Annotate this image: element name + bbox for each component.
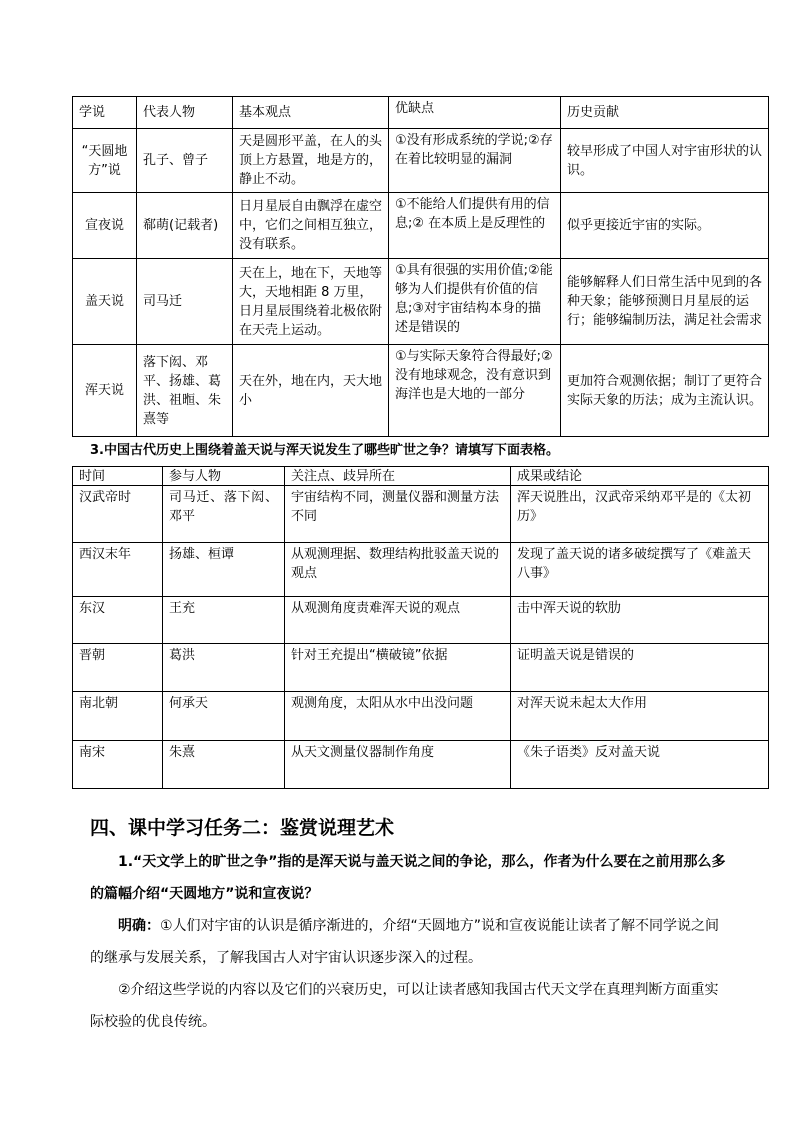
table-cell: 击中浑天说的软肋 bbox=[511, 597, 769, 644]
table-cell: 扬雄、桓谭 bbox=[163, 543, 285, 597]
table-cell: 能够解释人们日常生活中见到的各种天象；能够预测日月星辰的运行；能够编制历法，满足社会需求 bbox=[561, 259, 769, 345]
table-cell: 浑天说 bbox=[73, 345, 137, 437]
table-cell: 对浑天说未起太大作用 bbox=[511, 692, 769, 741]
table-cell: 司马迁 bbox=[137, 259, 233, 345]
table-cell: 天是圆形平盖，在人的头顶上方悬置，地是方的，静止不动。 bbox=[233, 129, 389, 193]
table-row bbox=[73, 129, 769, 193]
table-cell: 葛洪 bbox=[163, 644, 285, 692]
table-cell: 盖天说 bbox=[73, 259, 137, 345]
table-cell: 王充 bbox=[163, 597, 285, 644]
header-cell: 关注点、歧异所在 bbox=[285, 467, 511, 486]
debates-table bbox=[72, 466, 769, 789]
header-cell: 学说 bbox=[73, 97, 137, 129]
table-cell: 西汉末年 bbox=[73, 543, 163, 597]
table-cell: 《朱子语类》反对盖天说 bbox=[511, 741, 769, 789]
header-cell: 优缺点 bbox=[389, 97, 561, 129]
table-row bbox=[73, 486, 769, 543]
table-cell: 发现了盖天说的诸多破绽撰写了《难盖天八事》 bbox=[511, 543, 769, 597]
table-row bbox=[73, 741, 769, 789]
table-cell: 南宋 bbox=[73, 741, 163, 789]
table-row bbox=[73, 597, 769, 644]
table-cell: 证明盖天说是错误的 bbox=[511, 644, 769, 692]
table-row bbox=[73, 644, 769, 692]
table-cell: 孔子、曾子 bbox=[137, 129, 233, 193]
table-row bbox=[73, 259, 769, 345]
answer-paragraph-2: ②介绍这些学说的内容以及它们的兴衰历史，可以让读者感知我国古代天文学在真理判断方面重实际校验的优良传统。 bbox=[90, 982, 719, 1030]
table-cell: 司马迁、落下闳、邓平 bbox=[163, 486, 285, 543]
answer-text-1: ①人们对宇宙的认识是循序渐进的，介绍“天圆地方”说和宣夜说能让读者了解不同学说之间的继承与发展关系，了解我国古人对宇宙认识逐步深入的过程。 bbox=[90, 918, 720, 966]
table-cell: “天圆地方”说 bbox=[73, 129, 137, 193]
answer-paragraph-1 bbox=[90, 910, 730, 974]
theories-header-row bbox=[73, 97, 769, 129]
table-cell: ①与实际天象符合得最好;② 没有地球观念，没有意识到海洋也是大地的一部分 bbox=[389, 345, 561, 437]
table-cell: 宣夜说 bbox=[73, 193, 137, 259]
table-cell: 较早形成了中国人对宇宙形状的认识。 bbox=[561, 129, 769, 193]
table-cell: 东汉 bbox=[73, 597, 163, 644]
table-cell: 从观测理据、数理结构批驳盖天说的观点 bbox=[285, 543, 511, 597]
table-cell: ①不能给人们提供有用的信息;② 在本质上是反理性的 bbox=[389, 193, 561, 259]
table-cell: 从天文测量仪器制作角度 bbox=[285, 741, 511, 789]
debates-header-row bbox=[73, 467, 769, 486]
header-cell: 参与人物 bbox=[163, 467, 285, 486]
table-cell: ①没有形成系统的学说;②存在着比较明显的漏洞 bbox=[389, 129, 561, 193]
table-cell: 更加符合观测依据；制订了更符合实际天象的历法；成为主流认识。 bbox=[561, 345, 769, 437]
table-cell: 南北朝 bbox=[73, 692, 163, 741]
table-cell: 天在外，地在内，天大地小 bbox=[233, 345, 389, 437]
table-row bbox=[73, 692, 769, 741]
header-cell: 基本观点 bbox=[233, 97, 389, 129]
section-heading: 四、课中学习任务二：鉴赏说理艺术 bbox=[90, 817, 395, 839]
header-cell: 代表人物 bbox=[137, 97, 233, 129]
theories-table bbox=[72, 96, 769, 437]
table-cell: 落下闳、邓平、扬雄、葛洪、祖暅、朱熹等 bbox=[137, 345, 233, 437]
table-row bbox=[73, 543, 769, 597]
table-cell: 浑天说胜出，汉武帝采纳邓平是的《太初历》 bbox=[511, 486, 769, 543]
table-cell: 何承天 bbox=[163, 692, 285, 741]
question-1: 1.“天文学上的旷世之争”指的是浑天说与盖天说之间的争论，那么，作者为什么要在之前用那么多的篇幅介绍“天圆地方”说和宣夜说？ bbox=[90, 854, 726, 902]
table-cell: 宇宙结构不同，测量仪器和测量方法不同 bbox=[285, 486, 511, 543]
table-cell: 日月星辰自由飘浮在虚空中，它们之间相互独立，没有联系。 bbox=[233, 193, 389, 259]
table-cell: 郗萌(记载者) bbox=[137, 193, 233, 259]
table-cell: ①具有很强的实用价值;②能够为人们提供有价值的信息;③对宇宙结构本身的描述是错误的 bbox=[389, 259, 561, 345]
table-row bbox=[73, 345, 769, 437]
table-cell: 从观测角度责难浑天说的观点 bbox=[285, 597, 511, 644]
table-cell: 朱熹 bbox=[163, 741, 285, 789]
table-cell: 观测角度，太阳从水中出没问题 bbox=[285, 692, 511, 741]
table-cell: 针对王充提出“横破镜”依据 bbox=[285, 644, 511, 692]
header-cell: 时间 bbox=[73, 467, 163, 486]
header-cell: 成果或结论 bbox=[511, 467, 769, 486]
table-row bbox=[73, 193, 769, 259]
table-cell: 天在上，地在下，天地等大，天地相距 8 万里，日月星辰围绕着北极依附在天壳上运动。 bbox=[233, 259, 389, 345]
answer-label: 明确： bbox=[118, 918, 160, 934]
table-cell: 似乎更接近宇宙的实际。 bbox=[561, 193, 769, 259]
header-cell: 历史贡献 bbox=[561, 97, 769, 129]
table-cell: 晋朝 bbox=[73, 644, 163, 692]
table-cell: 汉武帝时 bbox=[73, 486, 163, 543]
question-3: 3.中国古代历史上围绕着盖天说与浑天说发生了哪些旷世之争？请填写下面表格。 bbox=[90, 443, 559, 458]
